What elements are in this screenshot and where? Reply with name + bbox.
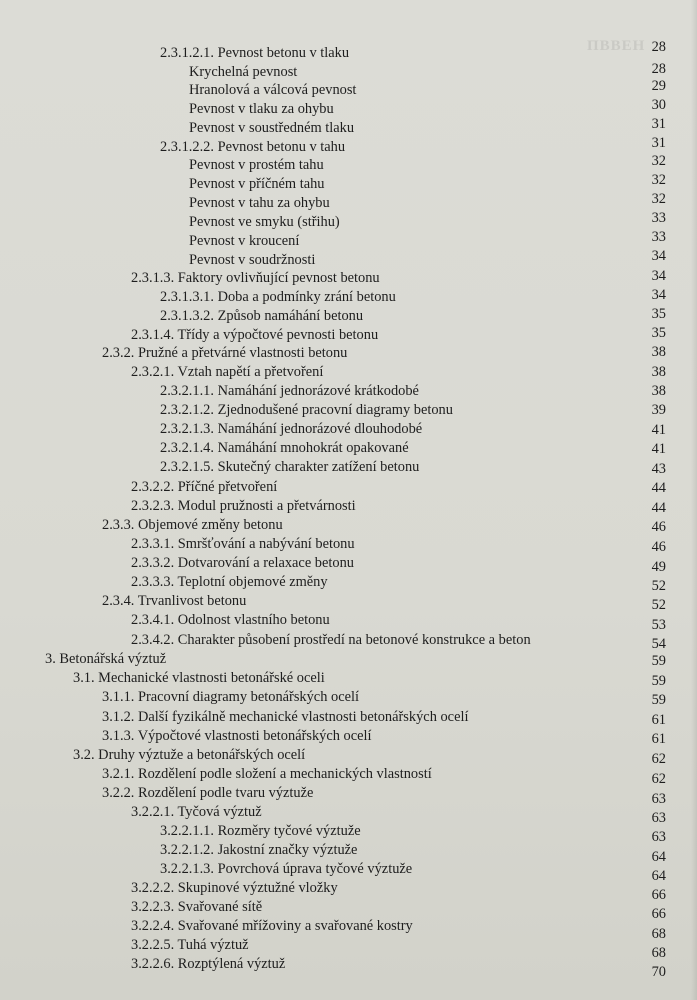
toc-entry-title: Pevnost v prostém tahu bbox=[189, 157, 324, 173]
toc-entry bbox=[0, 363, 697, 382]
toc-entry bbox=[0, 210, 697, 232]
toc-entry-page: 41 bbox=[651, 441, 666, 457]
toc-entry bbox=[0, 153, 697, 175]
bleed-through-ghost-text: ПВВЕН bbox=[587, 38, 646, 54]
toc-entry-title: Pevnost v tahu za ohybu bbox=[189, 195, 330, 211]
toc-entry-page: 62 bbox=[651, 771, 666, 787]
toc-entry-title: 2.3.2.2. Příčné přetvoření bbox=[131, 479, 278, 495]
toc-entry bbox=[0, 879, 697, 903]
toc-entry bbox=[0, 765, 697, 787]
toc-entry-title: 3.1.1. Pracovní diagramy betonářských ocelí bbox=[102, 689, 359, 705]
toc-entry-page: 44 bbox=[651, 480, 666, 496]
toc-entry-title: 2.3.2. Pružné a přetvárné vlastnosti betonu bbox=[102, 345, 348, 361]
toc-entry-title: Pevnost v příčném tahu bbox=[189, 176, 325, 192]
toc-entry-page: 38 bbox=[651, 364, 666, 380]
toc-entry-page: 53 bbox=[651, 617, 666, 633]
toc-entry-page: 30 bbox=[651, 97, 666, 113]
toc-entry bbox=[0, 229, 697, 251]
toc-entry-page: 52 bbox=[651, 578, 666, 594]
toc-entry-page: 61 bbox=[651, 731, 666, 747]
toc-entry bbox=[0, 669, 697, 688]
toc-entry bbox=[0, 497, 697, 516]
toc-entry-page: 64 bbox=[651, 868, 666, 884]
toc-entry-page: 32 bbox=[651, 191, 666, 207]
toc-entry bbox=[0, 135, 697, 157]
toc-entry bbox=[0, 784, 697, 807]
toc-entry-title: 2.3.1.3. Faktory ovlivňující pevnost betonu bbox=[131, 270, 380, 286]
toc-entry-page: 31 bbox=[651, 135, 666, 151]
toc-entry-page: 34 bbox=[651, 268, 666, 284]
toc-entry-title: 3.2.2.6. Rozptýlená výztuž bbox=[131, 956, 286, 972]
toc-entry-page: 66 bbox=[651, 906, 666, 922]
toc-entry-page: 38 bbox=[651, 383, 666, 399]
toc-entry bbox=[0, 326, 697, 345]
toc-entry-page: 61 bbox=[651, 712, 666, 728]
toc-entry-page: 63 bbox=[651, 810, 666, 826]
toc-entry-title: 3.2.2.1.1. Rozměry tyčové výztuže bbox=[160, 823, 361, 839]
toc-entry-title: 2.3.2.1. Vztah napětí a přetvoření bbox=[131, 364, 324, 380]
toc-entry bbox=[0, 516, 697, 535]
toc-entry-title: 2.3.2.1.5. Skutečný charakter zatížení betonu bbox=[160, 459, 420, 475]
toc-entry-page: 63 bbox=[651, 829, 666, 845]
toc-entry-page: 64 bbox=[651, 849, 666, 865]
toc-entry-page: 52 bbox=[651, 597, 666, 613]
toc-entry bbox=[0, 401, 697, 420]
toc-entry bbox=[0, 917, 697, 942]
toc-entry-title: 3.2.2.1.2. Jakostní značky výztuže bbox=[160, 842, 358, 858]
toc-entry bbox=[0, 650, 697, 669]
toc-entry bbox=[0, 269, 697, 288]
toc-entry bbox=[0, 420, 697, 439]
toc-entry-title: Hranolová a válcová pevnost bbox=[189, 82, 357, 98]
toc-entry-title: 3.1. Mechanické vlastnosti betonářské oceli bbox=[73, 670, 325, 686]
toc-entry bbox=[0, 936, 697, 961]
toc-entry-title: Pevnost ve smyku (střihu) bbox=[189, 214, 340, 230]
toc-entry bbox=[0, 841, 697, 865]
toc-entry-page: 59 bbox=[651, 692, 666, 708]
toc-entry-page: 70 bbox=[651, 964, 666, 980]
toc-entry bbox=[0, 63, 697, 82]
toc-entry-title: 2.3.4. Trvanlivost betonu bbox=[102, 593, 247, 609]
toc-entry bbox=[0, 822, 697, 845]
toc-entry-page: 35 bbox=[651, 325, 666, 341]
toc-entry-page: 28 bbox=[651, 39, 666, 55]
toc-entry-title: 3.1.2. Další fyzikálně mechanické vlastnosti betonářských ocelí bbox=[102, 709, 469, 725]
toc-entry-page: 46 bbox=[651, 519, 666, 535]
toc-entry-title: 3.2.2.3. Svařované sítě bbox=[131, 899, 263, 915]
toc-entry bbox=[0, 439, 697, 458]
toc-entry-page: 32 bbox=[651, 153, 666, 169]
toc-entry bbox=[0, 458, 697, 477]
toc-entry bbox=[0, 478, 697, 497]
toc-entry-title: 3.1.3. Výpočtové vlastnosti betonářských ocelí bbox=[102, 728, 372, 744]
toc-entry-page: 44 bbox=[651, 500, 666, 516]
toc-entry-page: 68 bbox=[651, 945, 666, 961]
toc-entry bbox=[0, 554, 697, 573]
toc-entry-title: Pevnost v tlaku za ohybu bbox=[189, 101, 334, 117]
toc-entry-title: Pevnost v soustředném tlaku bbox=[189, 120, 355, 136]
toc-entry-title: 3.2.2.1. Tyčová výztuž bbox=[131, 804, 262, 820]
toc-entry-title: 3.2. Druhy výztuže a betonářských ocelí bbox=[73, 747, 306, 763]
toc-entry bbox=[0, 898, 697, 922]
toc-entry bbox=[0, 248, 697, 270]
toc-entry bbox=[0, 955, 697, 980]
toc-entry-page: 34 bbox=[651, 248, 666, 264]
toc-entry bbox=[0, 535, 697, 554]
toc-entry bbox=[0, 688, 697, 707]
toc-entry-title: 3.2.2. Rozdělení podle tvaru výztuže bbox=[102, 785, 314, 801]
toc-entry-page: 35 bbox=[651, 306, 666, 322]
toc-entry-page: 41 bbox=[651, 422, 666, 438]
toc-entry bbox=[0, 727, 697, 746]
toc-entry-title: 2.3.2.1.1. Namáhání jednorázové krátkodobé bbox=[160, 383, 419, 399]
toc-entry-page: 49 bbox=[651, 559, 666, 575]
toc-entry-title: 2.3.1.3.2. Způsob namáhání betonu bbox=[160, 308, 364, 324]
toc-entry bbox=[0, 382, 697, 401]
toc-entry-title: 2.3.2.3. Modul pružnosti a přetvárnosti bbox=[131, 498, 356, 514]
toc-entry bbox=[0, 344, 697, 363]
toc-entry-title: 3. Betonářská výztuž bbox=[45, 651, 167, 667]
toc-entry-title: 2.3.2.1.3. Namáhání jednorázové dlouhodobé bbox=[160, 421, 423, 437]
toc-entry-title: 2.3.1.2.1. Pevnost betonu v tlaku bbox=[160, 45, 350, 61]
toc-entry-page: 43 bbox=[651, 461, 666, 477]
toc-entry-title: Pevnost v kroucení bbox=[189, 233, 300, 249]
toc-entry-title: 2.3.1.2.2. Pevnost betonu v tahu bbox=[160, 139, 346, 155]
toc-entry-title: 2.3.1.4. Třídy a výpočtové pevnosti betonu bbox=[131, 327, 379, 343]
toc-entry-page: 33 bbox=[651, 210, 666, 226]
toc-entry-page: 34 bbox=[651, 287, 666, 303]
toc-entry-title: 2.3.4.2. Charakter působení prostředí na betonové konstrukce a beton bbox=[131, 632, 531, 648]
toc-entry-title: 2.3.4.1. Odolnost vlastního betonu bbox=[131, 612, 330, 628]
toc-entry-title: 2.3.3. Objemové změny betonu bbox=[102, 517, 283, 533]
toc-entry-title: 2.3.2.1.2. Zjednodušené pracovní diagramy betonu bbox=[160, 402, 453, 418]
toc-entry-title: 2.3.3.2. Dotvarování a relaxace betonu bbox=[131, 555, 354, 571]
toc-entry bbox=[0, 803, 697, 826]
toc-entry bbox=[0, 116, 697, 138]
toc-entry bbox=[0, 78, 697, 100]
toc-entry-page: 54 bbox=[651, 636, 666, 652]
toc-entry-page: 66 bbox=[651, 887, 666, 903]
toc-entry bbox=[0, 191, 697, 213]
toc-entry bbox=[0, 611, 697, 633]
toc-entry-title: 3.2.2.1.3. Povrchová úprava tyčové výztuže bbox=[160, 861, 413, 877]
toc-entry-page: 59 bbox=[651, 673, 666, 689]
toc-entry-title: 3.2.1. Rozdělení podle složení a mechanických vlastností bbox=[102, 766, 432, 782]
toc-entry bbox=[0, 631, 697, 650]
toc-entry-page: 46 bbox=[651, 539, 666, 555]
toc-entry-page: 28 bbox=[651, 61, 666, 77]
page-edge-shadow bbox=[691, 0, 697, 1000]
toc-entry-title: 2.3.1.3.1. Doba a podmínky zrání betonu bbox=[160, 289, 396, 305]
toc-entry bbox=[0, 172, 697, 194]
toc-entry-title: Krychelná pevnost bbox=[189, 64, 298, 80]
toc-entry bbox=[0, 573, 697, 592]
toc-entry-page: 59 bbox=[651, 653, 666, 669]
toc-entry-page: 29 bbox=[651, 78, 666, 94]
toc-entry-title: 2.3.3.1. Smršťování a nabývání betonu bbox=[131, 536, 355, 552]
toc-entry-page: 68 bbox=[651, 926, 666, 942]
toc-entry-title: 3.2.2.2. Skupinové výztužné vložky bbox=[131, 880, 338, 896]
toc-entry-title: 2.3.2.1.4. Namáhání mnohokrát opakované bbox=[160, 440, 409, 456]
toc-entry-page: 39 bbox=[651, 402, 666, 418]
toc-entry bbox=[0, 860, 697, 884]
toc-entry-page: 63 bbox=[651, 791, 666, 807]
toc-entry bbox=[0, 592, 697, 611]
toc-entry bbox=[0, 288, 697, 307]
toc-entry-page: 33 bbox=[651, 229, 666, 245]
toc-entry bbox=[0, 746, 697, 765]
toc-entry bbox=[0, 708, 697, 727]
toc-entry-title: 3.2.2.4. Svařované mřížoviny a svařované kostry bbox=[131, 918, 413, 934]
toc-entry-page: 32 bbox=[651, 172, 666, 188]
toc-entry bbox=[0, 39, 697, 63]
toc-entry-title: Pevnost v soudržnosti bbox=[189, 252, 316, 268]
toc-entry-title: 3.2.2.5. Tuhá výztuž bbox=[131, 937, 249, 953]
toc-entry-page: 31 bbox=[651, 116, 666, 132]
toc-entry bbox=[0, 97, 697, 119]
toc-entry-title: 2.3.3.3. Teplotní objemové změny bbox=[131, 574, 328, 590]
toc-entry bbox=[0, 307, 697, 326]
toc-entry-page: 38 bbox=[651, 344, 666, 360]
toc-entry-page: 62 bbox=[651, 751, 666, 767]
